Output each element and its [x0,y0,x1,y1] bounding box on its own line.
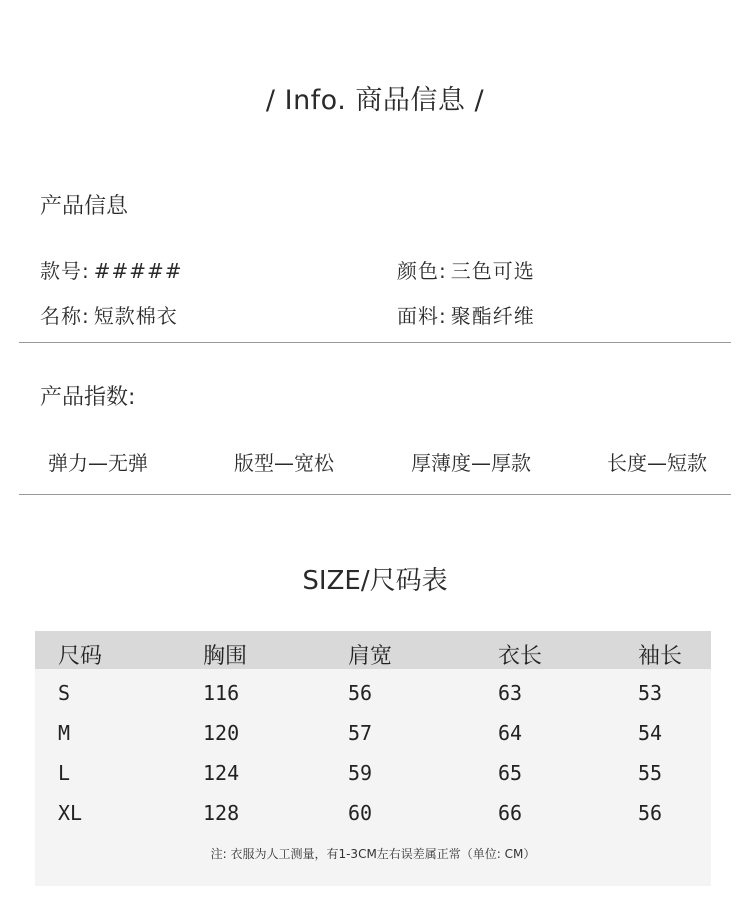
table-cell: 57 [348,721,373,745]
table-cell: 53 [638,681,663,705]
header-cell-shoulder: 肩宽 [348,644,393,669]
index-elasticity: 弹力—无弹 [48,451,148,475]
product-info-title: 产品信息 [40,194,129,219]
table-cell: XL [58,801,83,825]
table-cell: 63 [498,681,523,705]
table-cell: 65 [498,761,523,785]
table-cell: 128 [203,801,240,825]
product-index-title: 产品指数: [40,385,136,410]
field-style-number [40,255,183,284]
field-value: 短款棉衣 [93,304,178,328]
field-value: ##### [93,259,183,283]
size-chart-note: 注: 衣服为人工测量，有1-3CM左右误差属正常（单位: CM） [210,847,536,861]
table-cell: 124 [203,761,240,785]
table-cell: M [58,721,71,745]
header-cell-size: 尺码 [58,644,103,669]
table-cell: 60 [348,801,373,825]
size-table [35,631,711,886]
info-heading: / Info. 商品信息 / [265,85,485,116]
field-fabric [397,300,535,329]
table-cell: 59 [348,761,373,785]
field-name [40,300,178,329]
table-cell: 54 [638,721,663,745]
field-value: 聚酯纤维 [450,304,535,328]
table-cell: L [58,761,71,785]
table-cell: 56 [348,681,373,705]
table-cell: 56 [638,801,663,825]
index-length: 长度—短款 [607,451,707,475]
field-label: 款号: [40,259,90,283]
index-fit: 版型—宽松 [234,451,334,475]
table-cell: 66 [498,801,523,825]
index-thickness: 厚薄度—厚款 [411,451,531,475]
field-label: 面料: [397,304,447,328]
field-label: 名称: [40,304,90,328]
table-cell: 64 [498,721,523,745]
header-cell-chest: 胸围 [203,644,248,669]
table-cell: 116 [203,681,240,705]
table-cell: S [58,681,71,705]
field-label: 颜色: [397,259,447,283]
header-cell-length: 衣长 [498,644,543,669]
size-table-header [35,631,711,669]
header-cell-sleeve: 袖长 [638,644,683,669]
field-value: 三色可选 [450,259,535,283]
section-divider [19,342,731,343]
section-divider [19,494,731,495]
table-cell: 120 [203,721,240,745]
table-cell: 55 [638,761,663,785]
field-color [397,255,535,284]
size-chart-heading: SIZE/尺码表 [302,566,448,596]
